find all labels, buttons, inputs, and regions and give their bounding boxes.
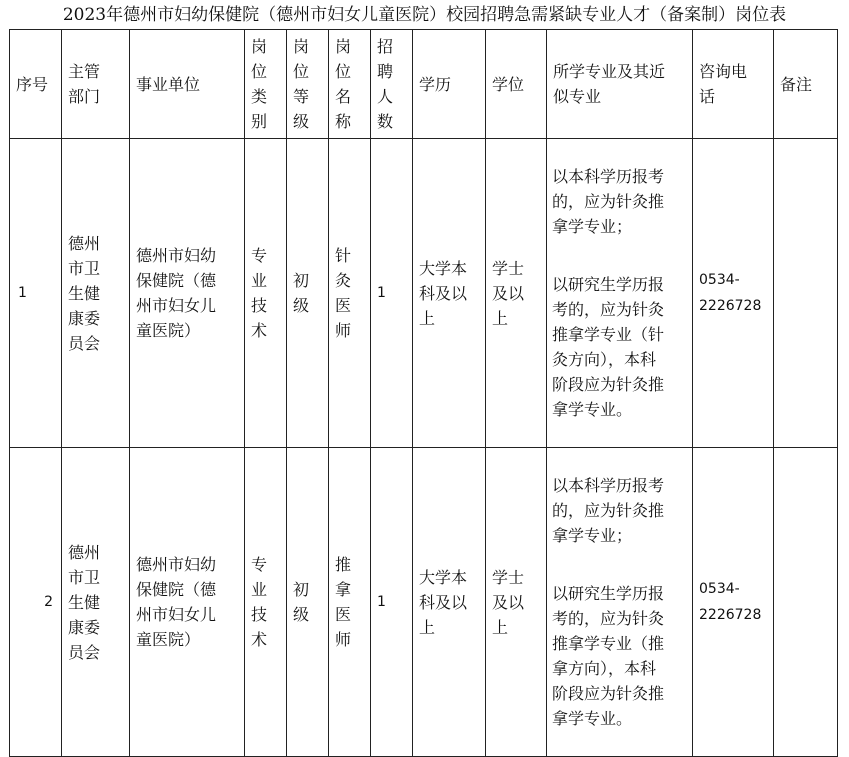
header-post-type: 岗 位 类 别 (245, 30, 287, 139)
cell-index: 2 (10, 448, 62, 757)
cell-education: 大学本 科及以 上 (413, 448, 486, 757)
cell-index: 1 (10, 139, 62, 448)
header-major: 所学专业及其近 似专业 (547, 30, 693, 139)
header-unit: 事业单位 (130, 30, 245, 139)
cell-major (547, 139, 693, 448)
cell-count: 1 (371, 448, 413, 757)
cell-count: 1 (371, 139, 413, 448)
header-degree: 学位 (486, 30, 547, 139)
header-row (10, 30, 838, 139)
cell-post-level: 初 级 (287, 448, 329, 757)
major-graduate-text: 以研究生学历报 考的，应为针灸 推拿学专业（针 灸方向），本科 阶段应为针灸推 拿学专业。 (552, 275, 665, 419)
positions-table (9, 29, 838, 757)
major-undergrad-text: 以本科学历报考 的，应为针灸推 拿学专业； (552, 167, 665, 236)
header-phone: 咨询电 话 (693, 30, 774, 139)
cell-post-level: 初 级 (287, 139, 329, 448)
header-remark: 备注 (774, 30, 838, 139)
major-undergrad-text: 以本科学历报考 的，应为针灸推 拿学专业； (552, 476, 665, 545)
header-department: 主管 部门 (62, 30, 130, 139)
cell-remark (774, 139, 838, 448)
cell-post-type: 专 业 技 术 (245, 448, 287, 757)
header-index: 序号 (10, 30, 62, 139)
cell-major (547, 448, 693, 757)
cell-department: 德州 市卫 生健 康委 员会 (62, 139, 130, 448)
major-graduate-text: 以研究生学历报 考的，应为针灸 推拿学专业（推 拿方向），本科 阶段应为针灸推 拿学专业。 (552, 584, 665, 728)
cell-phone: 0534- 2226728 (693, 139, 774, 448)
header-post-level: 岗 位 等 级 (287, 30, 329, 139)
cell-phone: 0534- 2226728 (693, 448, 774, 757)
header-post-name: 岗 位 名 称 (329, 30, 371, 139)
table-row (10, 139, 838, 448)
cell-education: 大学本 科及以 上 (413, 139, 486, 448)
cell-post-name: 推 拿 医 师 (329, 448, 371, 757)
header-count: 招 聘 人 数 (371, 30, 413, 139)
table-row (10, 448, 838, 757)
cell-remark (774, 448, 838, 757)
cell-department: 德州 市卫 生健 康委 员会 (62, 448, 130, 757)
header-education: 学历 (413, 30, 486, 139)
page-title: 2023年德州市妇幼保健院（德州市妇女儿童医院）校园招聘急需紧缺专业人才（备案制）岗位表 (62, 5, 787, 25)
cell-post-type: 专 业 技 术 (245, 139, 287, 448)
cell-unit: 德州市妇幼 保健院（德 州市妇女儿 童医院） (130, 139, 245, 448)
cell-post-name: 针 灸 医 师 (329, 139, 371, 448)
cell-unit: 德州市妇幼 保健院（德 州市妇女儿 童医院） (130, 448, 245, 757)
cell-degree: 学士 及以 上 (486, 139, 547, 448)
cell-degree: 学士 及以 上 (486, 448, 547, 757)
